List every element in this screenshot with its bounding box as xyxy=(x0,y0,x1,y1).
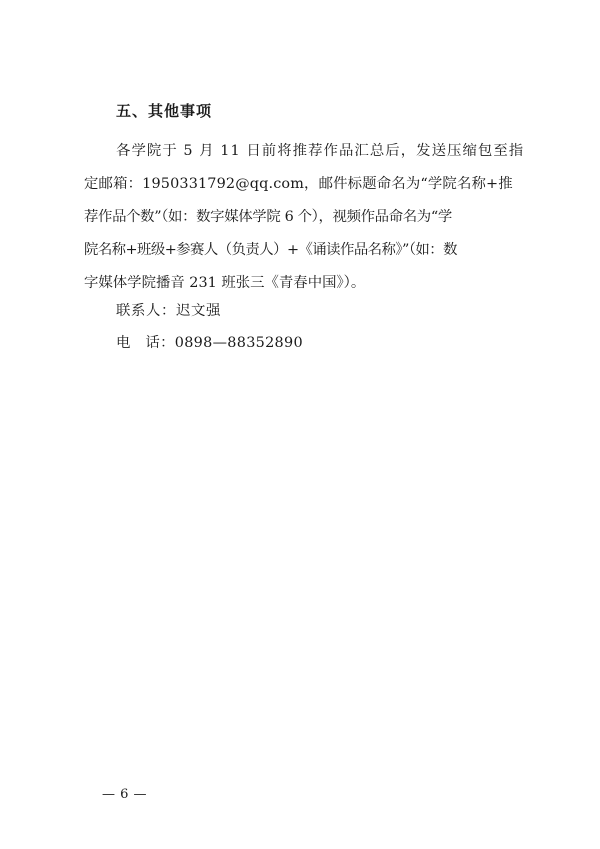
paragraph-line: 荐作品个数”（如：数字媒体学院 6 个），视频作品命名为“学 xyxy=(84,209,452,225)
contact-phone: 电 话：0898—88352890 xyxy=(116,335,303,351)
contact-person: 联系人：迟文强 xyxy=(116,303,221,319)
section-heading: 五、其他事项 xyxy=(116,102,213,120)
paragraph-line: 各学院于 5 月 11 日前将推荐作品汇总后，发送压缩包至指 xyxy=(116,143,525,159)
paragraph-line: 定邮箱：1950331792@qq.com，邮件标题命名为“学院名称+推 xyxy=(84,176,513,192)
paragraph-line: 院名称+班级+参赛人（负责人）+《诵读作品名称》”（如：数 xyxy=(84,242,457,258)
page-number: — 6 — xyxy=(102,787,148,802)
paragraph-line: 字媒体学院播音 231 班张三《青春中国》）。 xyxy=(84,275,366,291)
